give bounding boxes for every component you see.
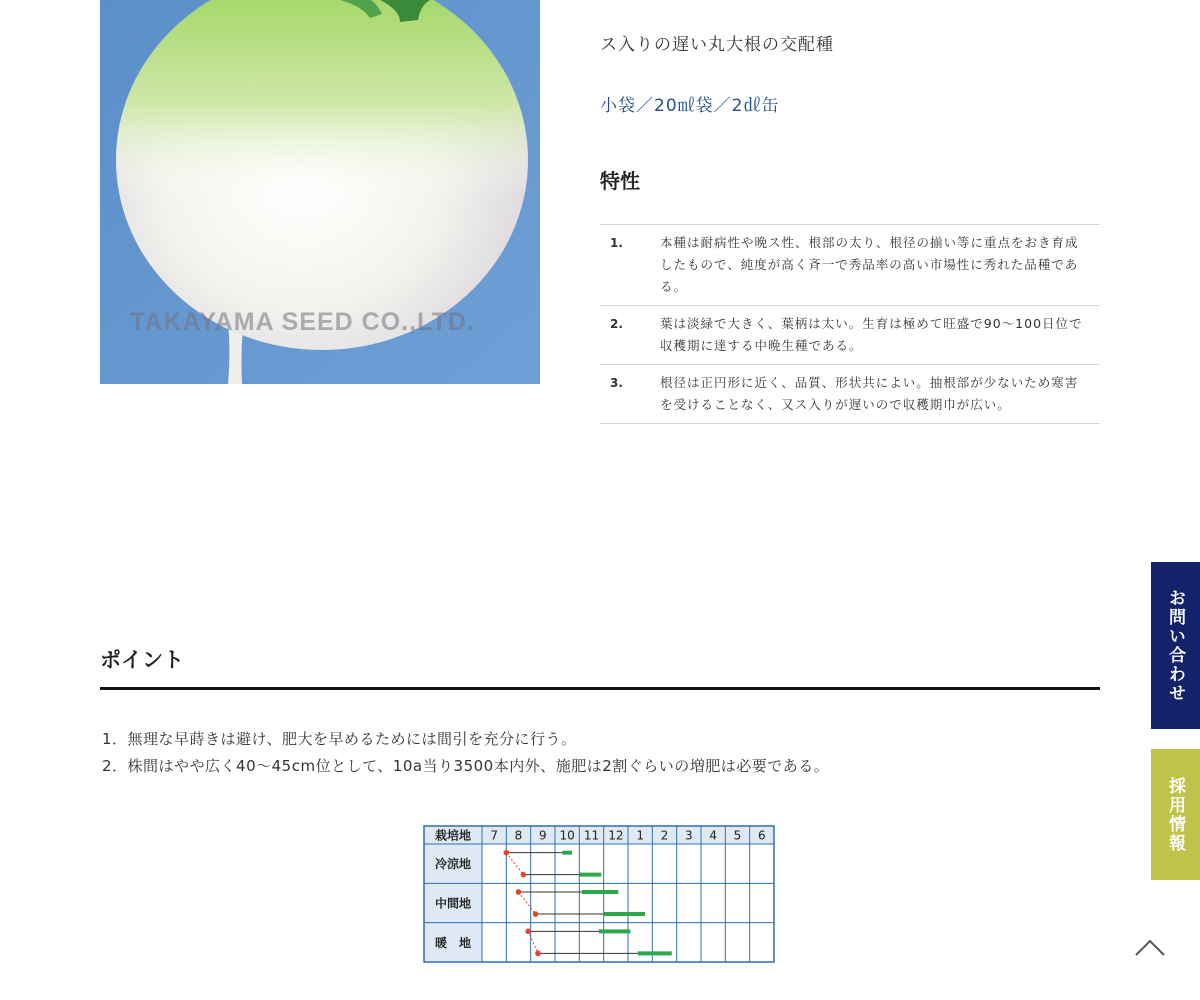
schedule-month-label: 2 bbox=[660, 828, 669, 843]
schedule-region-label: 中間地 bbox=[434, 896, 472, 911]
product-photo bbox=[100, 0, 540, 384]
schedule-month-label: 7 bbox=[490, 828, 498, 843]
schedule-sow-point bbox=[525, 929, 531, 935]
schedule-month-label: 6 bbox=[758, 828, 766, 843]
schedule-sow-connector bbox=[506, 853, 523, 875]
recruit-tab[interactable]: 採用情報 bbox=[1151, 749, 1200, 880]
point-item: 1．無理な早蒔きは避け、肥大を早めるためには間引を充分に行う。 bbox=[102, 730, 577, 748]
schedule-sow-point bbox=[504, 850, 510, 856]
schedule-month-label: 9 bbox=[539, 828, 547, 843]
schedule-month-label: 1 bbox=[636, 828, 644, 843]
trait-number: 2. bbox=[610, 317, 623, 331]
traits-heading: 特性 bbox=[600, 169, 640, 193]
point-list bbox=[102, 726, 829, 780]
trait-text: 本種は耐病性や晩ス性、根部の太り、根径の揃い等に重点をおき育成したもので、純度が高く斉一で秀品率の高い市場性に秀れた品種である。 bbox=[660, 235, 1079, 294]
schedule-month-label: 10 bbox=[559, 828, 575, 843]
product-packaging: 小袋／20㎖袋／2㎗缶 bbox=[600, 96, 780, 116]
back-to-top-button[interactable] bbox=[1133, 935, 1167, 961]
point-heading: ポイント bbox=[100, 648, 184, 672]
schedule-month-label: 11 bbox=[583, 828, 600, 843]
trait-text: 根径は正円形に近く、品質、形状共によい。抽根部が少ないため寒害を受けることなく、又ス入りが遅いので収穫期巾が広い。 bbox=[660, 375, 1079, 412]
schedule-month-label: 5 bbox=[733, 828, 742, 843]
schedule-month-label: 4 bbox=[709, 828, 717, 843]
trait-row bbox=[600, 225, 1100, 306]
trait-number: 3. bbox=[610, 376, 623, 390]
schedule-month-label: 8 bbox=[514, 828, 523, 843]
schedule-sow-point bbox=[535, 951, 541, 957]
cultivation-schedule-chart bbox=[423, 825, 775, 963]
chevron-up-icon bbox=[1133, 935, 1167, 961]
traits-table bbox=[600, 224, 1100, 424]
schedule-sow-connector bbox=[519, 892, 536, 914]
schedule-month-label: 3 bbox=[685, 828, 693, 843]
schedule-header-label: 栽培地 bbox=[434, 828, 472, 843]
trait-row bbox=[600, 365, 1100, 424]
schedule-sow-point bbox=[533, 911, 539, 917]
schedule-month-label: 12 bbox=[608, 828, 624, 843]
trait-row bbox=[600, 306, 1100, 365]
schedule-sow-point bbox=[516, 889, 522, 895]
schedule-region-label: 冷涼地 bbox=[434, 857, 472, 872]
contact-tab[interactable]: お問い合わせ bbox=[1151, 562, 1200, 729]
point-item: 2．株間はやや広く40〜45cm位として、10a当り3500本内外、施肥は2割ぐらいの増肥は必要である。 bbox=[102, 757, 830, 775]
photo-watermark: TAKAYAMA SEED CO.,LTD. bbox=[130, 308, 475, 336]
schedule-sow-connector bbox=[528, 931, 538, 953]
schedule-region-label: 暖 地 bbox=[434, 935, 472, 950]
point-divider bbox=[100, 687, 1100, 690]
product-subtitle: ス入りの遅い丸大根の交配種 bbox=[600, 35, 834, 55]
trait-text: 葉は淡緑で大きく、葉柄は太い。生育は極めて旺盛で90〜100日位で収穫期に達する中晩生種である。 bbox=[660, 316, 1083, 353]
schedule-sow-point bbox=[521, 872, 527, 878]
trait-number: 1. bbox=[610, 236, 623, 250]
